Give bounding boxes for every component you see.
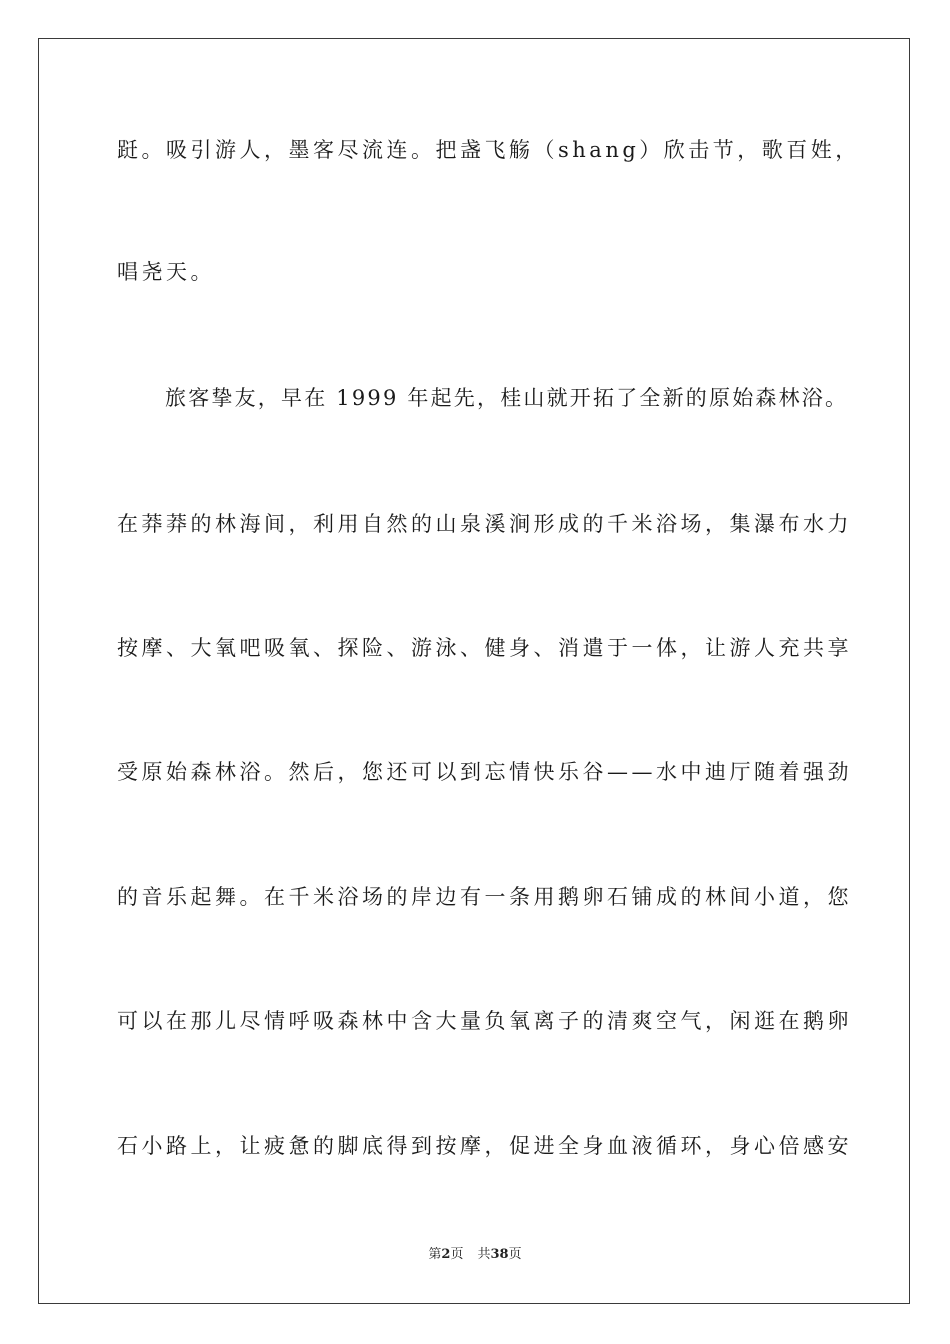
text-line-1: 跹。吸引游人，墨客尽流连。把盏飞觞（shang）欣击节，歌百姓， — [117, 138, 860, 162]
text-line-6: 受原始森林浴。然后，您还可以到忘情快乐谷——水中迪厅随着强劲 — [117, 760, 852, 784]
text-line-4: 在莽莽的林海间，利用自然的山泉溪涧形成的千米浴场，集瀑布水力 — [117, 512, 852, 536]
text-line-5: 按摩、大氧吧吸氧、探险、游泳、健身、消遣于一体，让游人充共享 — [117, 636, 852, 660]
footer-total-prefix: 共 — [477, 1247, 491, 1262]
text-line-8: 可以在那儿尽情呼吸森林中含大量负氧离子的清爽空气，闲逛在鹅卵 — [117, 1009, 852, 1033]
footer-page-number: 2 — [441, 1247, 451, 1262]
text-line-2: 唱尧天。 — [117, 260, 215, 284]
footer-page-suffix: 页 — [450, 1247, 464, 1262]
text-line-3-paragraph-start: 旅客挚友，早在 1999 年起先，桂山就开拓了全新的原始森林浴。 — [165, 386, 849, 410]
text-line-9: 石小路上，让疲惫的脚底得到按摩，促进全身血液循环，身心倍感安 — [117, 1134, 852, 1158]
footer-total-suffix: 页 — [508, 1247, 522, 1262]
footer-total-pages: 38 — [490, 1247, 509, 1262]
footer-page-prefix: 第 — [428, 1247, 442, 1262]
text-line-7: 的音乐起舞。在千米浴场的岸边有一条用鹅卵石铺成的林间小道，您 — [117, 885, 852, 909]
page-border — [38, 38, 910, 1304]
page-footer — [0, 1246, 950, 1264]
